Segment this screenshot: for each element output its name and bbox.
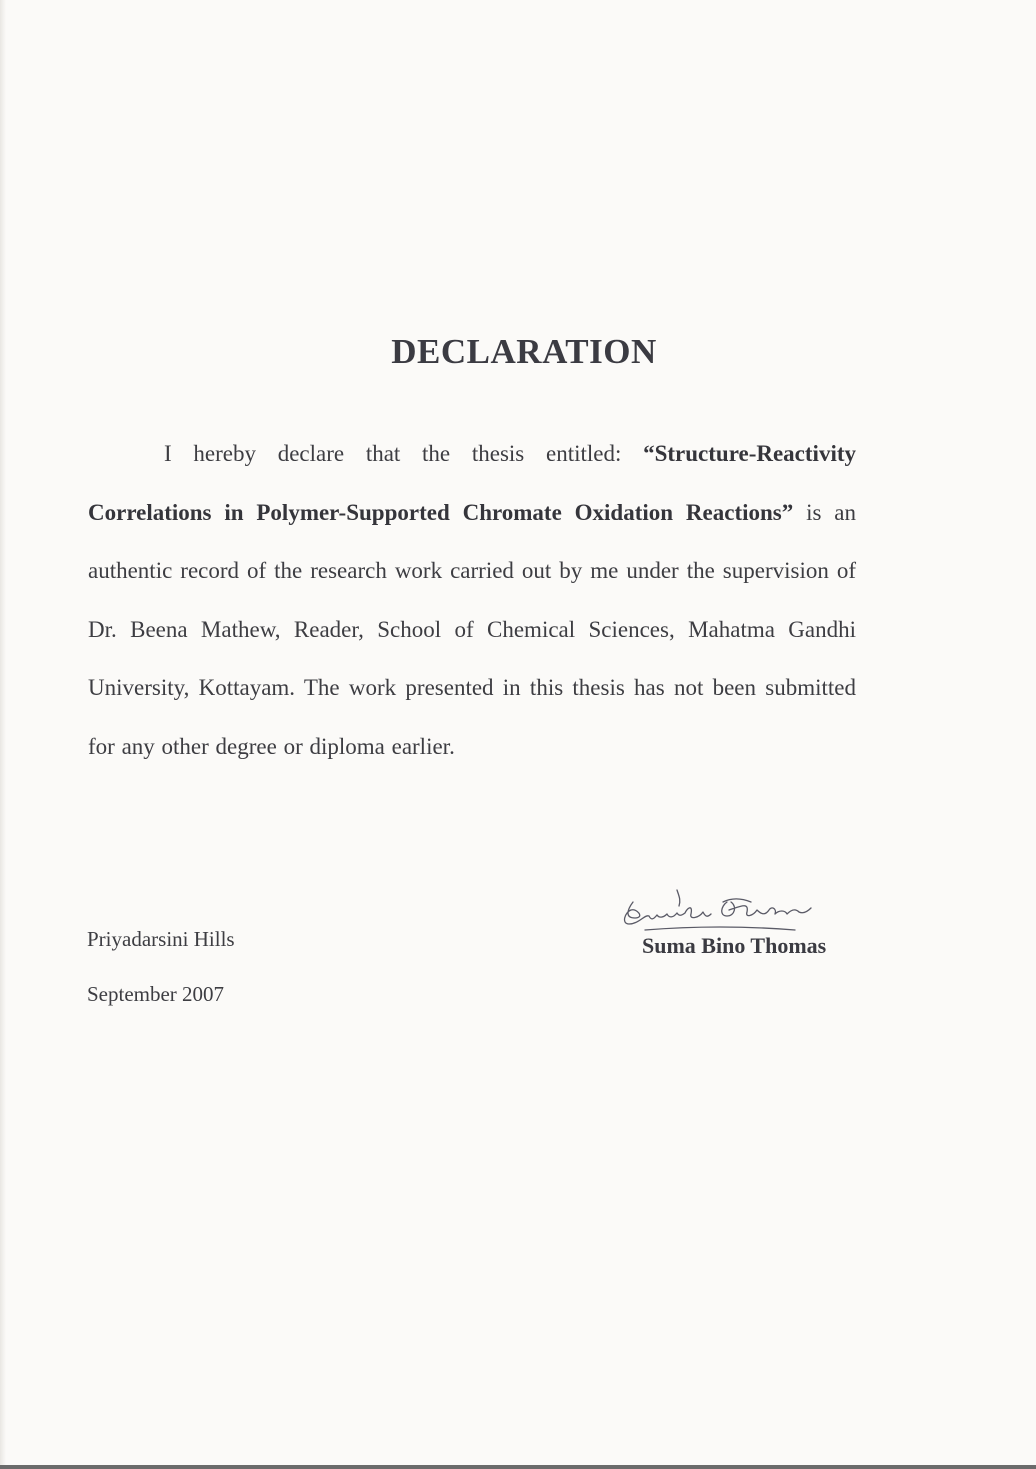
handwritten-signature bbox=[615, 880, 865, 940]
thesis-title: “Structure-Reactivity Correlations in Polymer-Supported Chromate Oxidation Reactions” bbox=[88, 441, 856, 525]
scan-bottom-edge bbox=[0, 1465, 1036, 1469]
signer-name: Suma Bino Thomas bbox=[642, 933, 827, 958]
declaration-heading: DECLARATION bbox=[391, 332, 657, 371]
declaration-paragraph bbox=[88, 425, 856, 776]
declaration-intro: I hereby declare that the thesis entitled: bbox=[164, 441, 644, 466]
date-label: September 2007 bbox=[87, 982, 225, 1006]
place-label: Priyadarsini Hills bbox=[87, 927, 235, 951]
scan-edge-shadow bbox=[0, 0, 6, 1469]
declaration-body: is an authentic record of the research work carried out by me under the supervision of Dr. Beena Mathew, Reader, School of Chemical Sciences, Mahatma Gandhi University, Kottayam. The work presented in this thesis has not been submitted for any other degree or diploma earlier. bbox=[88, 499, 856, 759]
